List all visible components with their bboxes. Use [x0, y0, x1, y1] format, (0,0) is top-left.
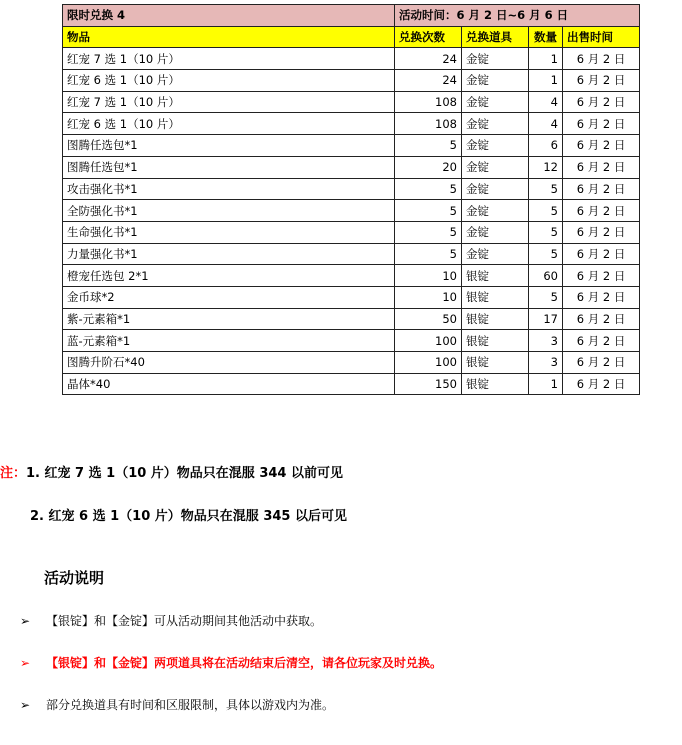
cell-times: 100: [395, 352, 462, 374]
cell-item: 图腾任选包*1: [63, 135, 395, 157]
cell-date: 6 月 2 日: [563, 91, 640, 113]
table-row: [63, 113, 640, 135]
cell-item: 蓝-元素箱*1: [63, 330, 395, 352]
header-times: 兑换次数: [395, 26, 462, 48]
cell-date: 6 月 2 日: [563, 221, 640, 243]
table-row: [63, 178, 640, 200]
cell-date: 6 月 2 日: [563, 243, 640, 265]
cell-date: 6 月 2 日: [563, 373, 640, 395]
table-row: [63, 221, 640, 243]
bullet-3-text: 部分兑换道具有时间和区服限制，具体以游戏内为准。: [46, 698, 335, 712]
cell-qty: 6: [529, 135, 563, 157]
cell-item: 红宠 6 选 1（10 片）: [63, 70, 395, 92]
cell-date: 6 月 2 日: [563, 352, 640, 374]
cell-date: 6 月 2 日: [563, 156, 640, 178]
cell-item: 力量强化书*1: [63, 243, 395, 265]
cell-times: 5: [395, 135, 462, 157]
cell-date: 6 月 2 日: [563, 200, 640, 222]
cell-item: 紫-元素箱*1: [63, 308, 395, 330]
cell-qty: 4: [529, 113, 563, 135]
cell-date: 6 月 2 日: [563, 70, 640, 92]
bullet-3: [20, 696, 334, 713]
table-row: [63, 243, 640, 265]
cell-currency: 金锭: [462, 113, 529, 135]
cell-currency: 金锭: [462, 178, 529, 200]
cell-times: 24: [395, 48, 462, 70]
table-row: [63, 48, 640, 70]
cell-currency: 银锭: [462, 352, 529, 374]
table-row: [63, 200, 640, 222]
section-title: 活动说明: [44, 569, 105, 587]
cell-currency: 金锭: [462, 70, 529, 92]
cell-item: 全防强化书*1: [63, 200, 395, 222]
cell-times: 24: [395, 70, 462, 92]
cell-qty: 3: [529, 330, 563, 352]
cell-currency: 金锭: [462, 156, 529, 178]
cell-times: 100: [395, 330, 462, 352]
cell-times: 5: [395, 243, 462, 265]
cell-qty: 60: [529, 265, 563, 287]
cell-item: 攻击强化书*1: [63, 178, 395, 200]
header-currency: 兑换道具: [462, 26, 529, 48]
cell-date: 6 月 2 日: [563, 178, 640, 200]
cell-qty: 5: [529, 243, 563, 265]
exchange-table: [62, 4, 640, 395]
cell-item: 图腾升阶石*40: [63, 352, 395, 374]
cell-qty: 1: [529, 70, 563, 92]
cell-currency: 金锭: [462, 243, 529, 265]
header-date: 出售时间: [563, 26, 640, 48]
note-1-text: 1. 红宠 7 选 1（10 片）物品只在混服 344 以前可见: [26, 466, 343, 481]
cell-date: 6 月 2 日: [563, 48, 640, 70]
cell-date: 6 月 2 日: [563, 113, 640, 135]
cell-times: 108: [395, 91, 462, 113]
header-item: 物品: [63, 26, 395, 48]
table-row: [63, 373, 640, 395]
cell-times: 5: [395, 178, 462, 200]
cell-qty: 5: [529, 221, 563, 243]
cell-item: 金币球*2: [63, 286, 395, 308]
cell-times: 10: [395, 286, 462, 308]
arrow-bullet-icon: ➢: [20, 613, 31, 628]
cell-qty: 5: [529, 200, 563, 222]
cell-qty: 17: [529, 308, 563, 330]
cell-date: 6 月 2 日: [563, 286, 640, 308]
note-2-text: 2. 红宠 6 选 1（10 片）物品只在混服 345 以后可见: [30, 509, 347, 524]
table-row: [63, 286, 640, 308]
cell-qty: 12: [529, 156, 563, 178]
header-qty: 数量: [529, 26, 563, 48]
table-title-row: [63, 5, 640, 27]
cell-times: 108: [395, 113, 462, 135]
cell-qty: 3: [529, 352, 563, 374]
table-row: [63, 135, 640, 157]
table-row: [63, 265, 640, 287]
bullet-1: [20, 612, 322, 629]
cell-item: 生命强化书*1: [63, 221, 395, 243]
cell-item: 红宠 7 选 1（10 片）: [63, 48, 395, 70]
cell-currency: 银锭: [462, 373, 529, 395]
cell-qty: 1: [529, 48, 563, 70]
bullet-2-text: 【银锭】和【金锭】两项道具将在活动结束后清空，请各位玩家及时兑换。: [46, 656, 443, 670]
table-row: [63, 308, 640, 330]
table-row: [63, 352, 640, 374]
cell-currency: 银锭: [462, 265, 529, 287]
cell-times: 10: [395, 265, 462, 287]
table-row: [63, 91, 640, 113]
cell-item: 晶体*40: [63, 373, 395, 395]
cell-currency: 银锭: [462, 286, 529, 308]
arrow-bullet-icon: ➢: [20, 655, 31, 670]
cell-currency: 金锭: [462, 221, 529, 243]
table-header-row: [63, 26, 640, 48]
bullet-2: [20, 654, 442, 671]
cell-item: 图腾任选包*1: [63, 156, 395, 178]
note-1: [0, 462, 343, 481]
cell-qty: 5: [529, 286, 563, 308]
table-row: [63, 156, 640, 178]
cell-times: 150: [395, 373, 462, 395]
note-2: [30, 505, 347, 524]
cell-currency: 金锭: [462, 91, 529, 113]
cell-date: 6 月 2 日: [563, 330, 640, 352]
cell-date: 6 月 2 日: [563, 265, 640, 287]
cell-qty: 5: [529, 178, 563, 200]
cell-qty: 1: [529, 373, 563, 395]
cell-item: 红宠 7 选 1（10 片）: [63, 91, 395, 113]
table-row: [63, 70, 640, 92]
cell-qty: 4: [529, 91, 563, 113]
cell-date: 6 月 2 日: [563, 135, 640, 157]
table-row: [63, 330, 640, 352]
bullet-1-text: 【银锭】和【金锭】可从活动期间其他活动中获取。: [46, 614, 323, 628]
cell-currency: 银锭: [462, 308, 529, 330]
note-label: 注：: [0, 466, 27, 481]
arrow-bullet-icon: ➢: [20, 697, 31, 712]
activity-period: 活动时间：6 月 2 日~6 月 6 日: [395, 5, 640, 27]
cell-times: 5: [395, 221, 462, 243]
cell-currency: 金锭: [462, 135, 529, 157]
cell-item: 橙宠任选包 2*1: [63, 265, 395, 287]
table-title: 限时兑换 4: [63, 5, 395, 27]
cell-times: 20: [395, 156, 462, 178]
cell-item: 红宠 6 选 1（10 片）: [63, 113, 395, 135]
cell-times: 5: [395, 200, 462, 222]
cell-times: 50: [395, 308, 462, 330]
cell-currency: 金锭: [462, 200, 529, 222]
cell-currency: 银锭: [462, 330, 529, 352]
cell-currency: 金锭: [462, 48, 529, 70]
cell-date: 6 月 2 日: [563, 308, 640, 330]
